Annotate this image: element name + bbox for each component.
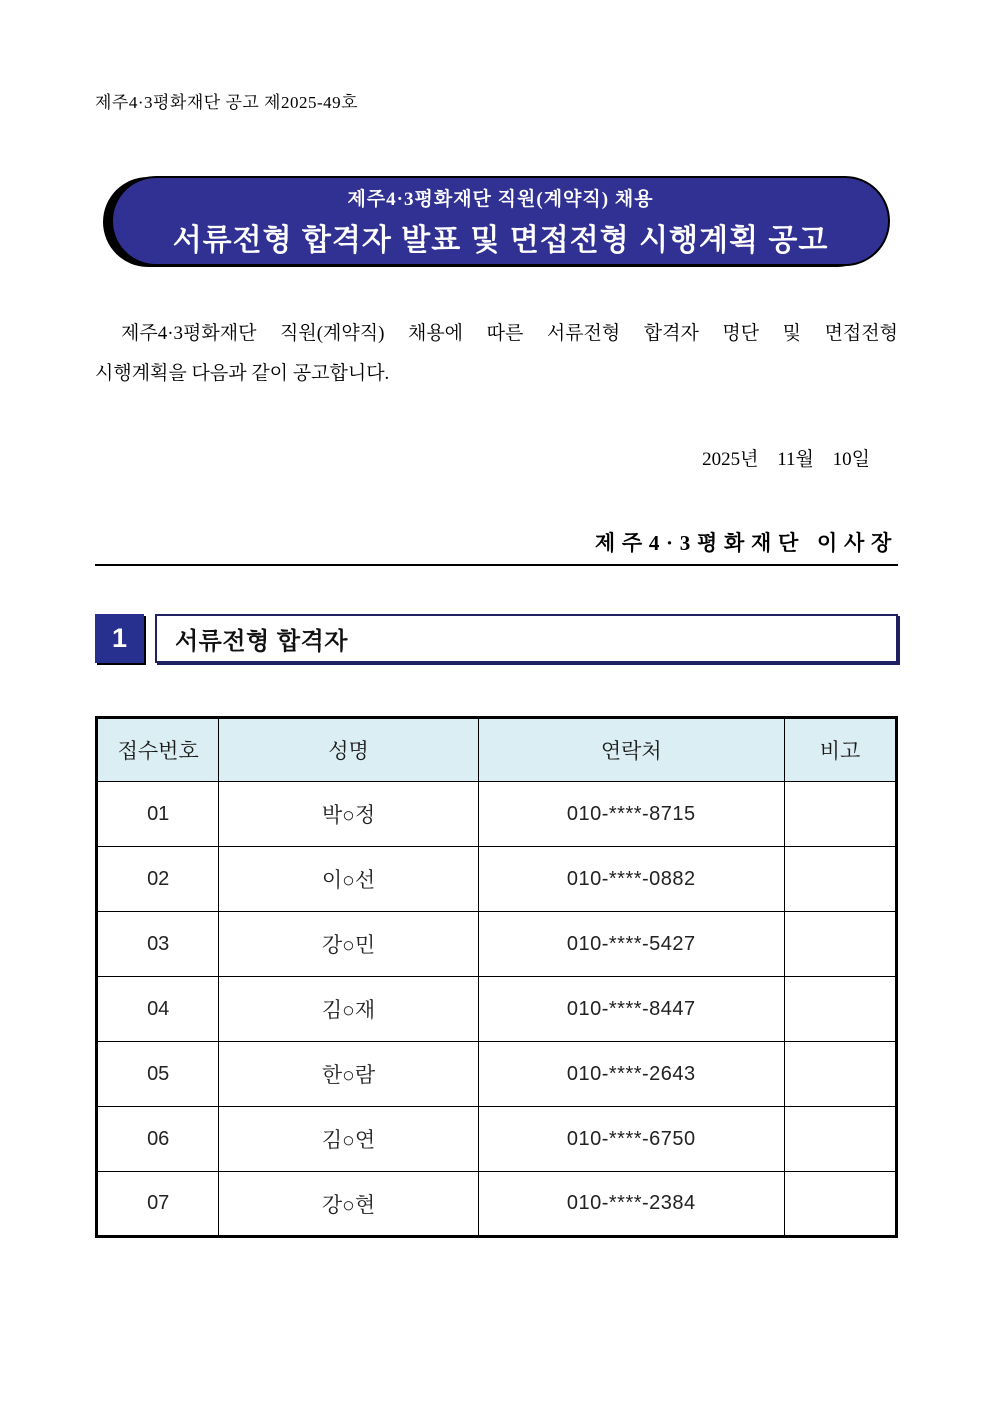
section-header-1 (95, 614, 898, 663)
cell-name: 한○람 (219, 1042, 478, 1107)
cell-phone: 010-****-0882 (478, 847, 784, 912)
cell-receipt-no: 02 (97, 847, 219, 912)
cell-receipt-no: 01 (97, 782, 219, 847)
cell-phone: 010-****-5427 (478, 912, 784, 977)
applicant-table-body (97, 782, 897, 1237)
cell-note (784, 1042, 896, 1107)
cell-note (784, 847, 896, 912)
intro-line-1: 제주4·3평화재단 직원(계약직) 채용에 따른 서류전형 합격자 명단 및 면접전형 (121, 323, 898, 344)
cell-name: 이○선 (219, 847, 478, 912)
intro-paragraph (95, 314, 898, 394)
doc-number: 제주4·3평화재단 공고 제2025-49호 (95, 93, 359, 112)
signer-rule (95, 527, 898, 566)
announcement-date: 2025년 11월 10일 (702, 449, 870, 470)
cell-note (784, 977, 896, 1042)
col-header-contact: 연락처 (478, 718, 784, 782)
banner-subtitle: 제주4·3평화재단 직원(계약직) 채용 (347, 188, 654, 210)
col-header-receipt-no: 접수번호 (97, 718, 219, 782)
section-title: 서류전형 합격자 (155, 614, 898, 663)
table-header-row (97, 718, 897, 782)
cell-name: 김○연 (219, 1107, 478, 1172)
cell-name: 강○현 (219, 1172, 478, 1237)
cell-phone: 010-****-6750 (478, 1107, 784, 1172)
cell-note (784, 782, 896, 847)
cell-phone: 010-****-2384 (478, 1172, 784, 1237)
col-header-name: 성명 (219, 718, 478, 782)
title-banner (111, 176, 890, 266)
table-row (97, 977, 897, 1042)
section-number-badge: 1 (95, 614, 144, 663)
cell-note (784, 1172, 896, 1237)
cell-phone: 010-****-2643 (478, 1042, 784, 1107)
cell-phone: 010-****-8715 (478, 782, 784, 847)
table-row (97, 847, 897, 912)
table-row (97, 782, 897, 847)
cell-note (784, 912, 896, 977)
banner-title: 서류전형 합격자 발표 및 면접전형 시행계획 공고 (172, 223, 829, 257)
applicant-table (95, 716, 898, 1238)
cell-note (784, 1107, 896, 1172)
cell-receipt-no: 06 (97, 1107, 219, 1172)
cell-receipt-no: 03 (97, 912, 219, 977)
cell-name: 김○재 (219, 977, 478, 1042)
cell-name: 박○정 (219, 782, 478, 847)
table-row (97, 1107, 897, 1172)
cell-phone: 010-****-8447 (478, 977, 784, 1042)
table-row (97, 912, 897, 977)
applicant-table-head (97, 718, 897, 782)
cell-receipt-no: 07 (97, 1172, 219, 1237)
table-row (97, 1042, 897, 1107)
cell-receipt-no: 04 (97, 977, 219, 1042)
table-row (97, 1172, 897, 1237)
signer-title: 제주4·3평화재단 이사장 (594, 531, 898, 555)
intro-line-2: 시행계획을 다음과 같이 공고합니다. (95, 363, 390, 384)
cell-receipt-no: 05 (97, 1042, 219, 1107)
col-header-note: 비고 (784, 718, 896, 782)
cell-name: 강○민 (219, 912, 478, 977)
